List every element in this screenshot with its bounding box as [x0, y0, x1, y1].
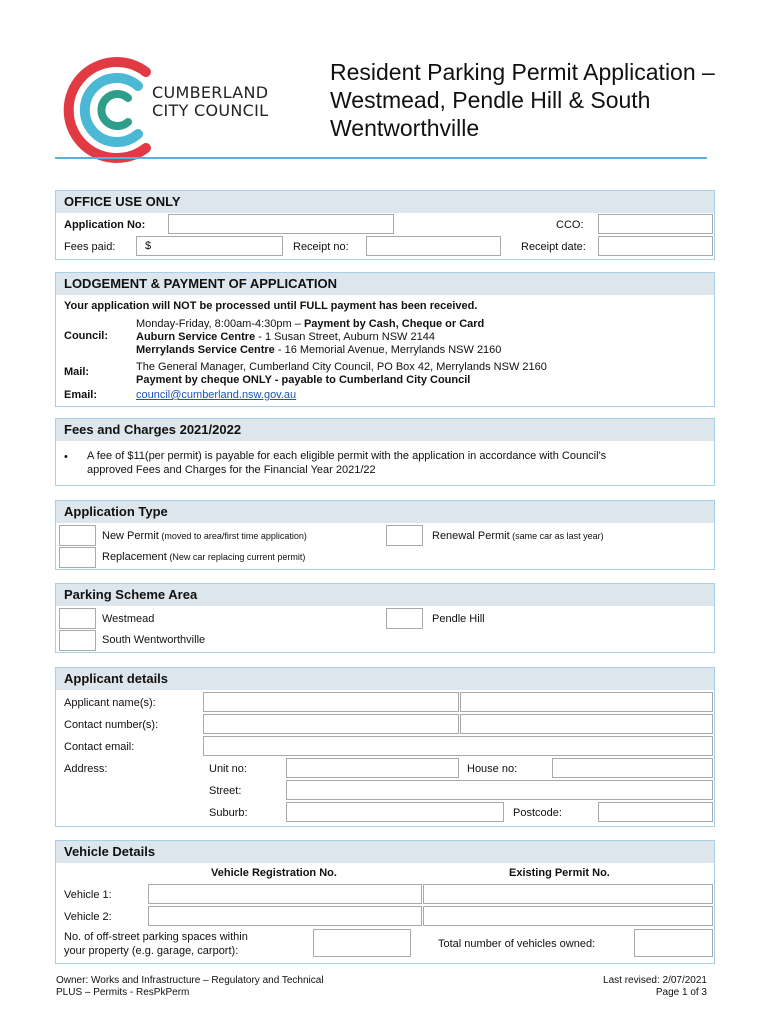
new-permit-option	[102, 530, 307, 542]
title-divider	[55, 157, 707, 159]
replacement-option	[102, 551, 305, 563]
vehicle-1-registration-field[interactable]	[148, 884, 422, 904]
renewal-permit-note: (same car as last year)	[509, 531, 604, 541]
offstreet-parking-label	[64, 930, 248, 958]
logo-line-1: CUMBERLAND	[152, 83, 269, 102]
mail-address: The General Manager, Cumberland City Council, PO Box 42, Merrylands NSW 2160	[136, 361, 547, 373]
council-payment-methods: Payment by Cash, Cheque or Card	[303, 318, 485, 330]
page-title: Resident Parking Permit Application – Westmead, Pendle Hill & South Wentworthville	[330, 59, 715, 141]
vehicle-2-registration-field[interactable]	[148, 906, 422, 926]
street-label: Street:	[209, 785, 242, 797]
fees-note-line-1: A fee of $11(per permit) is payable for each eligible permit with the application in accordance with Council's	[87, 450, 607, 462]
footer-revised: Last revised: 2/07/2021	[603, 975, 707, 986]
fees-note	[87, 449, 606, 477]
house-no-label: House no:	[467, 763, 518, 775]
application-type-panel	[55, 500, 715, 570]
auburn-centre-name: Auburn Service Centre	[136, 331, 256, 343]
merrylands-centre-name: Merrylands Service Centre	[136, 344, 275, 356]
pendle-hill-label: Pendle Hill	[432, 613, 485, 625]
applicant-details-panel	[55, 667, 715, 827]
mail-label: Mail:	[64, 366, 90, 378]
application-type-heading: Application Type	[56, 501, 714, 523]
contact-number-2-field[interactable]	[460, 714, 713, 734]
replacement-checkbox[interactable]	[59, 547, 96, 568]
contact-numbers-label: Contact number(s):	[64, 719, 159, 731]
existing-permit-column-header: Existing Permit No.	[509, 867, 610, 879]
new-permit-checkbox[interactable]	[59, 525, 96, 546]
application-no-label: Application No:	[64, 219, 146, 231]
council-details	[136, 318, 501, 357]
fees-paid-label: Fees paid:	[64, 241, 116, 253]
council-logo-mark-icon	[58, 50, 158, 170]
postcode-label: Postcode:	[513, 807, 562, 819]
logo-line-2: CITY COUNCIL	[152, 101, 269, 120]
unit-no-field[interactable]	[286, 758, 459, 778]
office-use-panel	[55, 190, 715, 260]
council-email-link[interactable]: council@cumberland.nsw.gov.au	[136, 389, 297, 401]
applicant-name-2-field[interactable]	[460, 692, 713, 712]
fees-heading: Fees and Charges 2021/2022	[56, 419, 714, 441]
offstreet-line-2: your property (e.g. garage, carport):	[64, 945, 239, 957]
vehicle-1-label: Vehicle 1:	[64, 889, 112, 901]
cco-label: CCO:	[556, 219, 584, 231]
south-wentworthville-checkbox[interactable]	[59, 630, 96, 651]
receipt-no-field[interactable]	[366, 236, 501, 256]
fees-panel	[55, 418, 715, 486]
address-label: Address:	[64, 763, 108, 775]
new-permit-label: New Permit	[102, 530, 159, 542]
footer-plus: PLUS – Permits - ResPkPerm	[56, 987, 190, 998]
bullet-icon: •	[64, 451, 68, 463]
south-wentworthville-label: South Wentworthville	[102, 634, 206, 646]
westmead-checkbox[interactable]	[59, 608, 96, 629]
vehicle-2-label: Vehicle 2:	[64, 911, 112, 923]
offstreet-spaces-field[interactable]	[313, 929, 411, 957]
fees-note-line-2: approved Fees and Charges for the Financial Year 2021/22	[87, 464, 376, 476]
parking-scheme-heading: Parking Scheme Area	[56, 584, 714, 606]
vehicle-details-heading: Vehicle Details	[56, 841, 714, 863]
mail-payment-note: Payment by cheque ONLY - payable to Cumberland City Council	[136, 374, 471, 386]
replacement-note: (New car replacing current permit)	[166, 552, 306, 562]
vehicle-2-permit-field[interactable]	[423, 906, 713, 926]
cco-field[interactable]	[598, 214, 713, 234]
contact-email-field[interactable]	[203, 736, 713, 756]
applicant-name-1-field[interactable]	[203, 692, 459, 712]
office-use-heading: OFFICE USE ONLY	[56, 191, 714, 213]
contact-email-label: Contact email:	[64, 741, 135, 753]
council-hours: Monday-Friday, 8:00am-4:30pm –	[136, 318, 304, 330]
replacement-label: Replacement	[102, 551, 167, 563]
parking-scheme-panel	[55, 583, 715, 653]
council-logo-text	[152, 84, 268, 120]
total-vehicles-field[interactable]	[634, 929, 713, 957]
new-permit-note: (moved to area/first time application)	[158, 531, 307, 541]
email-label: Email:	[64, 389, 98, 401]
council-label: Council:	[64, 330, 108, 342]
footer-right	[603, 975, 707, 999]
unit-no-label: Unit no:	[209, 763, 247, 775]
suburb-field[interactable]	[286, 802, 504, 822]
footer-owner: Owner: Works and Infrastructure – Regulatory and Technical	[56, 975, 324, 986]
house-no-field[interactable]	[552, 758, 713, 778]
contact-number-1-field[interactable]	[203, 714, 459, 734]
payment-warning: Your application will NOT be processed until FULL payment has been received.	[64, 300, 478, 312]
westmead-label: Westmead	[102, 613, 155, 625]
dollar-sign: $	[145, 240, 152, 252]
offstreet-line-1: No. of off-street parking spaces within	[64, 931, 248, 943]
merrylands-centre-address: - 16 Memorial Avenue, Merrylands NSW 2160	[274, 344, 502, 356]
auburn-centre-address: - 1 Susan Street, Auburn NSW 2144	[255, 331, 435, 343]
renewal-permit-checkbox[interactable]	[386, 525, 423, 546]
mail-details	[136, 361, 547, 387]
renewal-permit-label: Renewal Permit	[432, 530, 510, 542]
receipt-no-label: Receipt no:	[293, 241, 349, 253]
pendle-hill-checkbox[interactable]	[386, 608, 423, 629]
suburb-label: Suburb:	[209, 807, 248, 819]
vehicle-registration-column-header: Vehicle Registration No.	[211, 867, 337, 879]
application-no-field[interactable]	[168, 214, 394, 234]
fees-paid-field[interactable]	[136, 236, 283, 256]
vehicle-details-panel	[55, 840, 715, 964]
footer-left	[56, 975, 324, 999]
vehicle-1-permit-field[interactable]	[423, 884, 713, 904]
footer-page: Page 1 of 3	[655, 987, 707, 998]
receipt-date-field[interactable]	[598, 236, 713, 256]
renewal-permit-option	[432, 530, 604, 542]
total-vehicles-label: Total number of vehicles owned:	[438, 938, 596, 950]
postcode-field[interactable]	[598, 802, 713, 822]
lodgement-heading: LODGEMENT & PAYMENT OF APPLICATION	[56, 273, 714, 295]
lodgement-panel	[55, 272, 715, 407]
applicant-details-heading: Applicant details	[56, 668, 714, 690]
applicant-names-label: Applicant name(s):	[64, 697, 156, 709]
receipt-date-label: Receipt date:	[521, 241, 586, 253]
street-field[interactable]	[286, 780, 713, 800]
